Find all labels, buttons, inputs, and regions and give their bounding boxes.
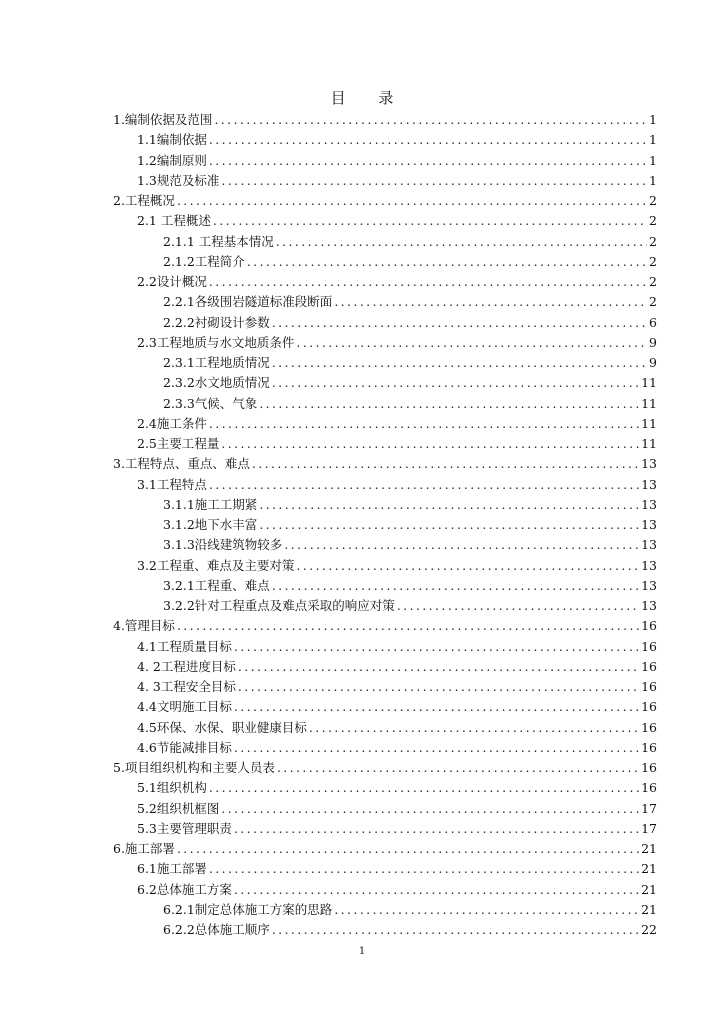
dot-leader [213, 211, 647, 231]
toc-entry-label: 3.1.2地下水丰富 [163, 517, 258, 532]
dot-leader [234, 738, 639, 758]
toc-entry[interactable] [113, 677, 657, 697]
dot-leader [234, 697, 639, 717]
toc-entry[interactable] [113, 353, 657, 373]
dot-leader [284, 535, 639, 555]
toc-entry[interactable] [113, 920, 657, 940]
toc-entry-label: 2.3工程地质与水文地质条件 [137, 334, 295, 350]
dot-leader [209, 778, 639, 798]
toc-entry-page: 17 [641, 820, 657, 836]
toc-entry[interactable] [113, 151, 657, 171]
dot-leader [177, 191, 647, 211]
toc-entry-page: 16 [641, 739, 657, 755]
toc-entry[interactable] [113, 495, 657, 515]
toc-entry-label: 1.编制依据及范围 [113, 112, 213, 127]
toc-entry-page: 1 [649, 132, 657, 148]
toc-entry-label: 3.2.1工程重、难点 [163, 577, 270, 593]
toc-entry-label: 3.1.1施工工期紧 [163, 496, 258, 512]
toc-entry[interactable] [113, 859, 657, 879]
toc-entry-label: 4. 3工程安全目标 [137, 679, 236, 694]
toc-entry-page: 2 [649, 294, 657, 310]
toc-entry[interactable] [113, 778, 657, 798]
toc-entry-page: 2 [649, 193, 657, 208]
toc-entry-page: 16 [641, 658, 657, 674]
dot-leader [272, 920, 639, 940]
toc-entry[interactable] [113, 738, 657, 758]
toc-entry[interactable] [113, 657, 657, 677]
toc-entry-page: 11 [641, 395, 657, 411]
toc-entry[interactable] [113, 819, 657, 839]
dot-leader [296, 333, 647, 353]
dot-leader [209, 414, 639, 434]
toc-entry-page: 16 [641, 618, 657, 634]
dot-leader [238, 657, 639, 677]
toc-entry-page: 17 [641, 800, 657, 816]
toc-entry-page: 13 [641, 598, 657, 613]
toc-entry[interactable] [113, 535, 657, 555]
toc-entry-label: 2.1.1 工程基本情况 [163, 233, 274, 249]
toc-entry-page: 16 [641, 719, 657, 735]
toc-entry-page: 1 [649, 172, 657, 188]
dot-leader [259, 495, 639, 515]
toc-entry-page: 11 [641, 375, 657, 391]
dot-leader [277, 758, 639, 778]
toc-entry-page: 21 [641, 901, 657, 917]
toc-entry-page: 16 [641, 699, 657, 715]
toc-entry[interactable] [113, 596, 657, 616]
toc-entry-page: 13 [641, 557, 657, 573]
dot-leader [309, 718, 639, 738]
toc-entry-label: 5.1组织机构 [137, 780, 207, 796]
toc-entry-page: 13 [641, 456, 657, 472]
dot-leader [209, 272, 647, 292]
toc-entry-label: 1.3规范及标准 [137, 172, 220, 188]
toc-entry-page: 16 [641, 780, 657, 796]
dot-leader [221, 434, 639, 454]
toc-entry-page: 13 [641, 537, 657, 553]
toc-entry-label: 4. 2工程进度目标 [137, 658, 236, 674]
toc-title: 目 录 [330, 89, 408, 107]
toc-entry-page: 2 [649, 213, 657, 229]
toc-entry-page: 22 [641, 922, 657, 937]
toc-entry-page: 13 [641, 496, 657, 512]
toc-entry-page: 13 [641, 476, 657, 492]
dot-leader [221, 799, 639, 819]
toc-entry-page: 9 [649, 355, 657, 370]
dot-leader [209, 151, 647, 171]
dot-leader [177, 616, 639, 636]
toc-entry[interactable] [113, 373, 657, 393]
toc-entry[interactable] [113, 313, 657, 333]
toc-entry[interactable] [113, 475, 657, 495]
toc-entry[interactable] [113, 232, 657, 252]
dot-leader [259, 515, 639, 535]
dot-leader [397, 596, 639, 616]
toc-entry-label: 6.2.1制定总体施工方案的思路 [163, 901, 333, 917]
toc-entry-label: 6.施工部署 [113, 841, 175, 856]
toc-entry[interactable] [113, 191, 657, 211]
dot-leader [234, 880, 639, 900]
toc-entry[interactable] [113, 637, 657, 657]
toc-entry-label: 3.1.3沿线建筑物较多 [163, 537, 283, 553]
table-of-contents [113, 110, 657, 940]
toc-entry-label: 4.4文明施工目标 [137, 699, 232, 715]
toc-entry[interactable] [113, 515, 657, 535]
toc-entry-label: 2.3.1工程地质情况 [163, 355, 270, 370]
toc-entry-label: 2.2.1各级围岩隧道标准段断面 [163, 294, 333, 310]
toc-entry[interactable] [113, 758, 657, 778]
dot-leader [177, 839, 639, 859]
toc-entry-label: 2.2设计概况 [137, 274, 207, 289]
toc-entry[interactable] [113, 576, 657, 596]
toc-entry-label: 1.2编制原则 [137, 152, 207, 168]
toc-entry[interactable] [113, 272, 657, 292]
toc-entry-page: 11 [641, 436, 657, 451]
toc-entry-label: 4.5环保、水保、职业健康目标 [137, 719, 307, 735]
toc-entry-label: 6.1施工部署 [137, 861, 207, 877]
toc-entry-page: 16 [641, 760, 657, 775]
toc-entry-label: 2.1 工程概述 [137, 213, 211, 229]
toc-entry-page: 1 [649, 152, 657, 168]
toc-entry[interactable] [113, 839, 657, 859]
toc-entry-page: 16 [641, 679, 657, 694]
toc-entry-page: 13 [641, 517, 657, 532]
toc-entry[interactable] [113, 799, 657, 819]
toc-entry-label: 3.2.2针对工程重点及难点采取的响应对策 [163, 598, 395, 613]
toc-entry-page: 13 [641, 577, 657, 593]
toc-entry-label: 1.1编制依据 [137, 132, 207, 148]
toc-entry-page: 21 [641, 881, 657, 897]
toc-entry-label: 5.3主要管理职责 [137, 820, 232, 836]
dot-leader [234, 819, 639, 839]
toc-entry[interactable] [113, 434, 657, 454]
dot-leader [272, 373, 639, 393]
dot-leader [209, 475, 639, 495]
dot-leader [272, 313, 647, 333]
toc-entry-label: 2.2.2衬砌设计参数 [163, 314, 270, 330]
toc-entry-label: 4.1工程质量目标 [137, 638, 232, 654]
toc-entry-label: 2.工程概况 [113, 193, 175, 208]
dot-leader [296, 556, 639, 576]
toc-entry-page: 1 [649, 112, 657, 127]
toc-entry[interactable] [113, 616, 657, 636]
toc-entry[interactable] [113, 252, 657, 272]
toc-entry[interactable] [113, 292, 657, 312]
toc-entry-label: 2.5主要工程量 [137, 436, 220, 451]
toc-entry[interactable] [113, 130, 657, 150]
dot-leader [334, 292, 647, 312]
toc-entry-label: 2.3.2水文地质情况 [163, 375, 270, 391]
toc-entry-page: 21 [641, 861, 657, 877]
toc-entry-label: 2.4施工条件 [137, 415, 207, 431]
toc-entry-page: 11 [641, 415, 657, 431]
toc-entry[interactable] [113, 414, 657, 434]
toc-entry[interactable] [113, 454, 657, 474]
dot-leader [238, 677, 639, 697]
toc-entry-label: 5.2组织机框图 [137, 800, 220, 816]
toc-entry-label: 3.2工程重、难点及主要对策 [137, 557, 295, 573]
dot-leader [259, 394, 639, 414]
dot-leader [272, 576, 639, 596]
toc-entry-label: 4.6节能减排目标 [137, 739, 232, 755]
toc-entry[interactable] [113, 718, 657, 738]
toc-entry-page: 2 [649, 253, 657, 269]
toc-entry[interactable] [113, 880, 657, 900]
toc-entry-page: 2 [649, 274, 657, 289]
dot-leader [209, 859, 639, 879]
dot-leader [334, 900, 639, 920]
dot-leader [234, 637, 639, 657]
dot-leader [209, 130, 647, 150]
toc-entry-page: 21 [641, 841, 657, 856]
toc-entry-label: 2.1.2工程简介 [163, 253, 245, 269]
toc-entry[interactable] [113, 697, 657, 717]
toc-entry-label: 3.1工程特点 [137, 476, 207, 492]
toc-entry-label: 4.管理目标 [113, 618, 175, 634]
toc-entry[interactable] [113, 110, 657, 130]
toc-entry[interactable] [113, 556, 657, 576]
toc-entry[interactable] [113, 900, 657, 920]
dot-leader [247, 252, 647, 272]
toc-entry-page: 9 [649, 334, 657, 350]
dot-leader [214, 110, 647, 130]
toc-entry[interactable] [113, 333, 657, 353]
toc-entry-label: 6.2总体施工方案 [137, 881, 232, 897]
toc-entry-page: 6 [649, 314, 657, 330]
toc-entry-label: 3.工程特点、重点、难点 [113, 456, 250, 472]
toc-entry-label: 5.项目组织机构和主要人员表 [113, 760, 275, 775]
toc-entry[interactable] [113, 171, 657, 191]
dot-leader [276, 232, 647, 252]
toc-entry-label: 2.3.3气候、气象 [163, 395, 258, 411]
toc-entry-page: 16 [641, 638, 657, 654]
page-number: 1 [358, 946, 366, 957]
dot-leader [272, 353, 647, 373]
dot-leader [252, 454, 639, 474]
toc-entry-label: 6.2.2总体施工顺序 [163, 922, 270, 937]
dot-leader [221, 171, 647, 191]
toc-entry[interactable] [113, 211, 657, 231]
toc-entry[interactable] [113, 394, 657, 414]
toc-entry-page: 2 [649, 233, 657, 249]
